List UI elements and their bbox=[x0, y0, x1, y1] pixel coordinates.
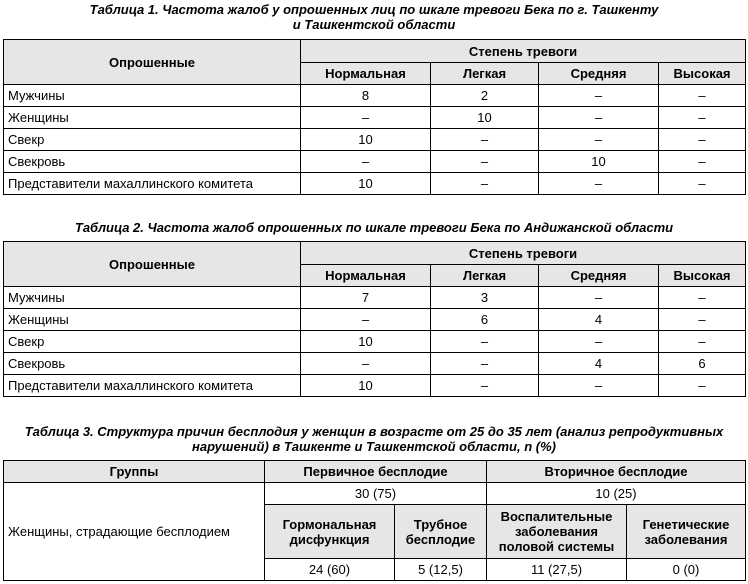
cell: – bbox=[659, 173, 746, 195]
cell: – bbox=[659, 107, 746, 129]
table1-header-group: Степень тревоги bbox=[301, 40, 746, 63]
table1-col-medium: Средняя bbox=[539, 63, 659, 85]
table2-col-light: Легкая bbox=[431, 265, 539, 287]
table1-caption-line1: Таблица 1. Частота жалоб у опрошенных лиц по шкале тревоги Бека по г. Ташкенту bbox=[89, 2, 659, 17]
table1-header-respondents: Опрошенные bbox=[4, 40, 301, 85]
cell: 6 bbox=[659, 353, 746, 375]
table-row bbox=[4, 129, 746, 151]
table1-caption-line2: и Ташкентской области bbox=[292, 17, 456, 32]
table2-header-group: Степень тревоги bbox=[301, 242, 746, 265]
cell: – bbox=[539, 129, 659, 151]
table3-header-groups: Группы bbox=[4, 461, 265, 483]
cell: – bbox=[539, 85, 659, 107]
cell: – bbox=[301, 309, 431, 331]
cell: 5 (12,5) bbox=[395, 559, 487, 581]
table1-col-high: Высокая bbox=[659, 63, 746, 85]
cell: – bbox=[431, 375, 539, 397]
cell: – bbox=[659, 375, 746, 397]
cell: – bbox=[539, 173, 659, 195]
table-row bbox=[4, 151, 746, 173]
table3-caption-line2: нарушений) в Ташкенте и Ташкентской области, n (%) bbox=[192, 439, 556, 454]
cell: 8 bbox=[301, 85, 431, 107]
cell: – bbox=[301, 353, 431, 375]
cell: 10 bbox=[301, 173, 431, 195]
cell: – bbox=[659, 309, 746, 331]
row-label: Свекр bbox=[4, 129, 301, 151]
table3-caption bbox=[0, 424, 748, 454]
cell: 0 (0) bbox=[627, 559, 746, 581]
cell: 4 bbox=[539, 309, 659, 331]
table1 bbox=[3, 39, 746, 195]
table-row bbox=[4, 331, 746, 353]
row-label: Свекровь bbox=[4, 151, 301, 173]
table3-secondary-total: 10 (25) bbox=[487, 483, 746, 505]
cell: 10 bbox=[301, 375, 431, 397]
row-label: Мужчины bbox=[4, 85, 301, 107]
cell: – bbox=[431, 173, 539, 195]
cell: – bbox=[539, 375, 659, 397]
cell: – bbox=[659, 287, 746, 309]
table3-header-secondary: Вторичное бесплодие bbox=[487, 461, 746, 483]
table3-caption-line1: Таблица 3. Структура причин бесплодия у женщин в возрасте от 25 до 35 лет (анализ репродуктивных bbox=[24, 424, 724, 439]
cell: – bbox=[431, 353, 539, 375]
table3-primary-total: 30 (75) bbox=[265, 483, 487, 505]
table2-caption: Таблица 2. Частота жалоб опрошенных по шкале тревоги Бека по Андижанской области bbox=[74, 220, 674, 235]
row-label: Представители махаллинского комитета bbox=[4, 375, 301, 397]
cell: – bbox=[539, 331, 659, 353]
cell: – bbox=[539, 287, 659, 309]
cell: – bbox=[431, 151, 539, 173]
cell: 4 bbox=[539, 353, 659, 375]
cell: 24 (60) bbox=[265, 559, 395, 581]
table-row bbox=[4, 85, 746, 107]
row-label: Свекр bbox=[4, 331, 301, 353]
row-label: Женщины bbox=[4, 107, 301, 129]
table-row bbox=[4, 309, 746, 331]
table1-caption bbox=[0, 2, 748, 32]
table3 bbox=[3, 460, 746, 581]
table3-sub-inflammatory: Воспалительные заболевания половой системы bbox=[487, 505, 627, 559]
table-row bbox=[4, 353, 746, 375]
row-label: Мужчины bbox=[4, 287, 301, 309]
table3-sub-hormonal: Гормональная дисфункция bbox=[265, 505, 395, 559]
cell: – bbox=[659, 85, 746, 107]
cell: – bbox=[301, 151, 431, 173]
table3-row-label: Женщины, страдающие бесплодием bbox=[4, 483, 265, 581]
table1-col-light: Легкая bbox=[431, 63, 539, 85]
cell: – bbox=[301, 107, 431, 129]
table-row bbox=[4, 107, 746, 129]
cell: 3 bbox=[431, 287, 539, 309]
row-label: Женщины bbox=[4, 309, 301, 331]
table3-header-primary: Первичное бесплодие bbox=[265, 461, 487, 483]
cell: 10 bbox=[301, 129, 431, 151]
table1-col-normal: Нормальная bbox=[301, 63, 431, 85]
cell: – bbox=[659, 129, 746, 151]
table-row bbox=[4, 287, 746, 309]
cell: 11 (27,5) bbox=[487, 559, 627, 581]
table-row bbox=[4, 375, 746, 397]
cell: – bbox=[431, 129, 539, 151]
table2-col-normal: Нормальная bbox=[301, 265, 431, 287]
cell: 6 bbox=[431, 309, 539, 331]
cell: 10 bbox=[539, 151, 659, 173]
cell: – bbox=[431, 331, 539, 353]
cell: – bbox=[539, 107, 659, 129]
table2-col-high: Высокая bbox=[659, 265, 746, 287]
table3-sub-tubal: Трубное бесплодие bbox=[395, 505, 487, 559]
table2 bbox=[3, 241, 746, 397]
table3-sub-genetic: Генетические заболевания bbox=[627, 505, 746, 559]
row-label: Свекровь bbox=[4, 353, 301, 375]
table-row bbox=[4, 173, 746, 195]
cell: 10 bbox=[301, 331, 431, 353]
cell: 2 bbox=[431, 85, 539, 107]
cell: 10 bbox=[431, 107, 539, 129]
table2-col-medium: Средняя bbox=[539, 265, 659, 287]
row-label: Представители махаллинского комитета bbox=[4, 173, 301, 195]
cell: – bbox=[659, 331, 746, 353]
table2-header-respondents: Опрошенные bbox=[4, 242, 301, 287]
cell: – bbox=[659, 151, 746, 173]
cell: 7 bbox=[301, 287, 431, 309]
